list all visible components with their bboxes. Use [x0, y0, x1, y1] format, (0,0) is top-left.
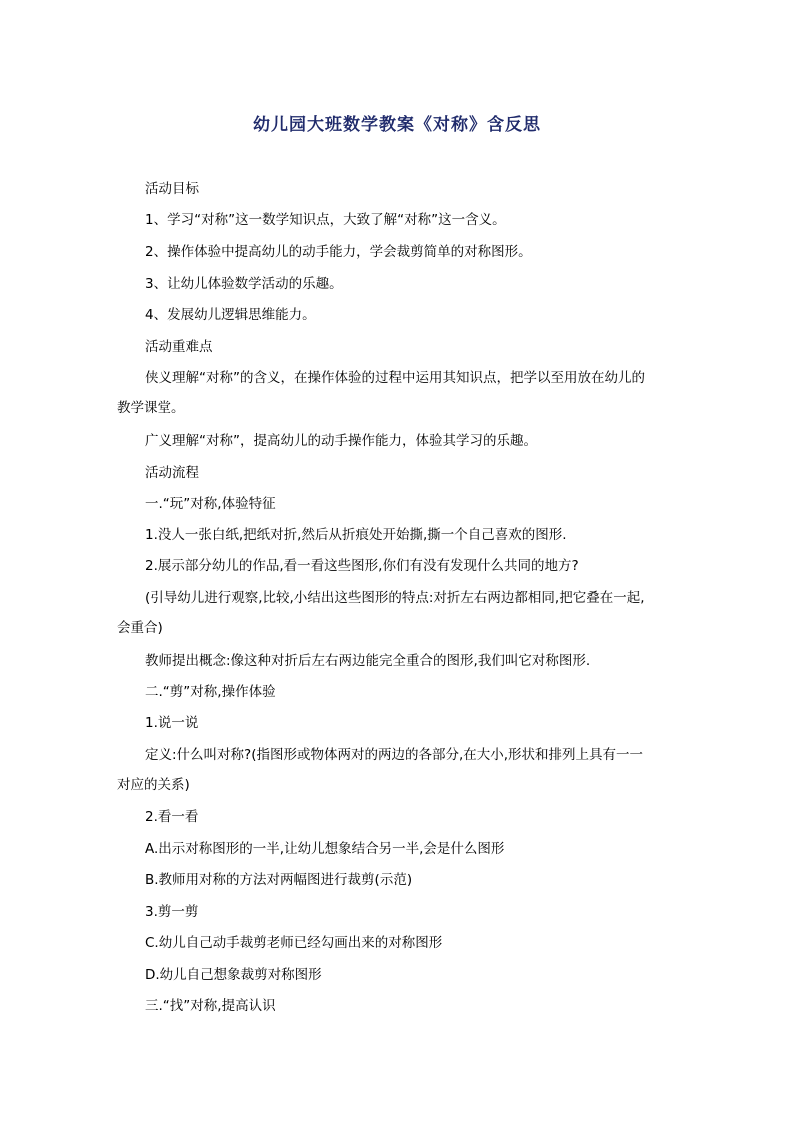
goal-item-4: 4、发展幼儿逻辑思维能力。: [145, 307, 316, 323]
step-heading-play: 一.“玩”对称,体验特征: [145, 496, 276, 512]
paragraph-narrow-understanding-cont: 教学课堂。: [117, 400, 185, 416]
goal-item-3: 3、让幼儿体验数学活动的乐趣。: [145, 276, 343, 292]
step-cut-item-d: D.幼儿自己想象裁剪对称图形: [145, 967, 322, 983]
step-cut-item-1: 1.说一说: [145, 715, 199, 731]
goal-item-2: 2、操作体验中提高幼儿的动手能力，学会裁剪简单的对称图形。: [145, 244, 532, 260]
step-play-item-1: 1.没人一张白纸,把纸对折,然后从折痕处开始撕,撕一个自己喜欢的图形.: [145, 527, 567, 543]
step-cut-item-c: C.幼儿自己动手裁剪老师已经勾画出来的对称图形: [145, 935, 443, 951]
step-heading-cut: 二.“剪”对称,操作体验: [145, 684, 276, 700]
step-play-concept: 教师提出概念:像这种对折后左右两边能完全重合的图形,我们叫它对称图形.: [145, 653, 591, 669]
section-heading-process: 活动流程: [145, 465, 199, 481]
document-title: 幼儿园大班数学教案《对称》含反思: [253, 115, 541, 135]
step-cut-definition-cont: 对应的关系): [117, 777, 190, 793]
step-play-item-2: 2.展示部分幼儿的作品,看一看这些图形,你们有没有发现什么共同的地方?: [145, 558, 579, 574]
step-cut-item-3: 3.剪一剪: [145, 904, 199, 920]
paragraph-broad-understanding: 广义理解“对称”，提高幼儿的动手操作能力，体验其学习的乐趣。: [145, 433, 537, 449]
step-cut-item-b: B.教师用对称的方法对两幅图进行裁剪(示范): [145, 872, 413, 888]
paragraph-narrow-understanding: 侠义理解“对称”的含义，在操作体验的过程中运用其知识点，把学以至用放在幼儿的: [145, 370, 645, 386]
step-play-guide: (引导幼儿进行观察,比较,小结出这些图形的特点:对折左右两边都相同,把它叠在一起,: [145, 590, 645, 606]
section-heading-goals: 活动目标: [145, 181, 199, 197]
section-heading-keypoints: 活动重难点: [145, 339, 213, 355]
step-cut-item-2: 2.看一看: [145, 809, 199, 825]
goal-item-1: 1、学习“对称”这一数学知识点，大致了解“对称”这一含义。: [145, 212, 506, 228]
step-play-guide-cont: 会重合): [117, 620, 163, 636]
step-heading-find: 三.“找”对称,提高认识: [145, 998, 276, 1014]
step-cut-definition: 定义:什么叫对称?(指图形或物体两对的两边的各部分,在大小,形状和排列上具有一一: [145, 747, 644, 763]
step-cut-item-a: A.出示对称图形的一半,让幼儿想象结合另一半,会是什么图形: [145, 841, 505, 857]
